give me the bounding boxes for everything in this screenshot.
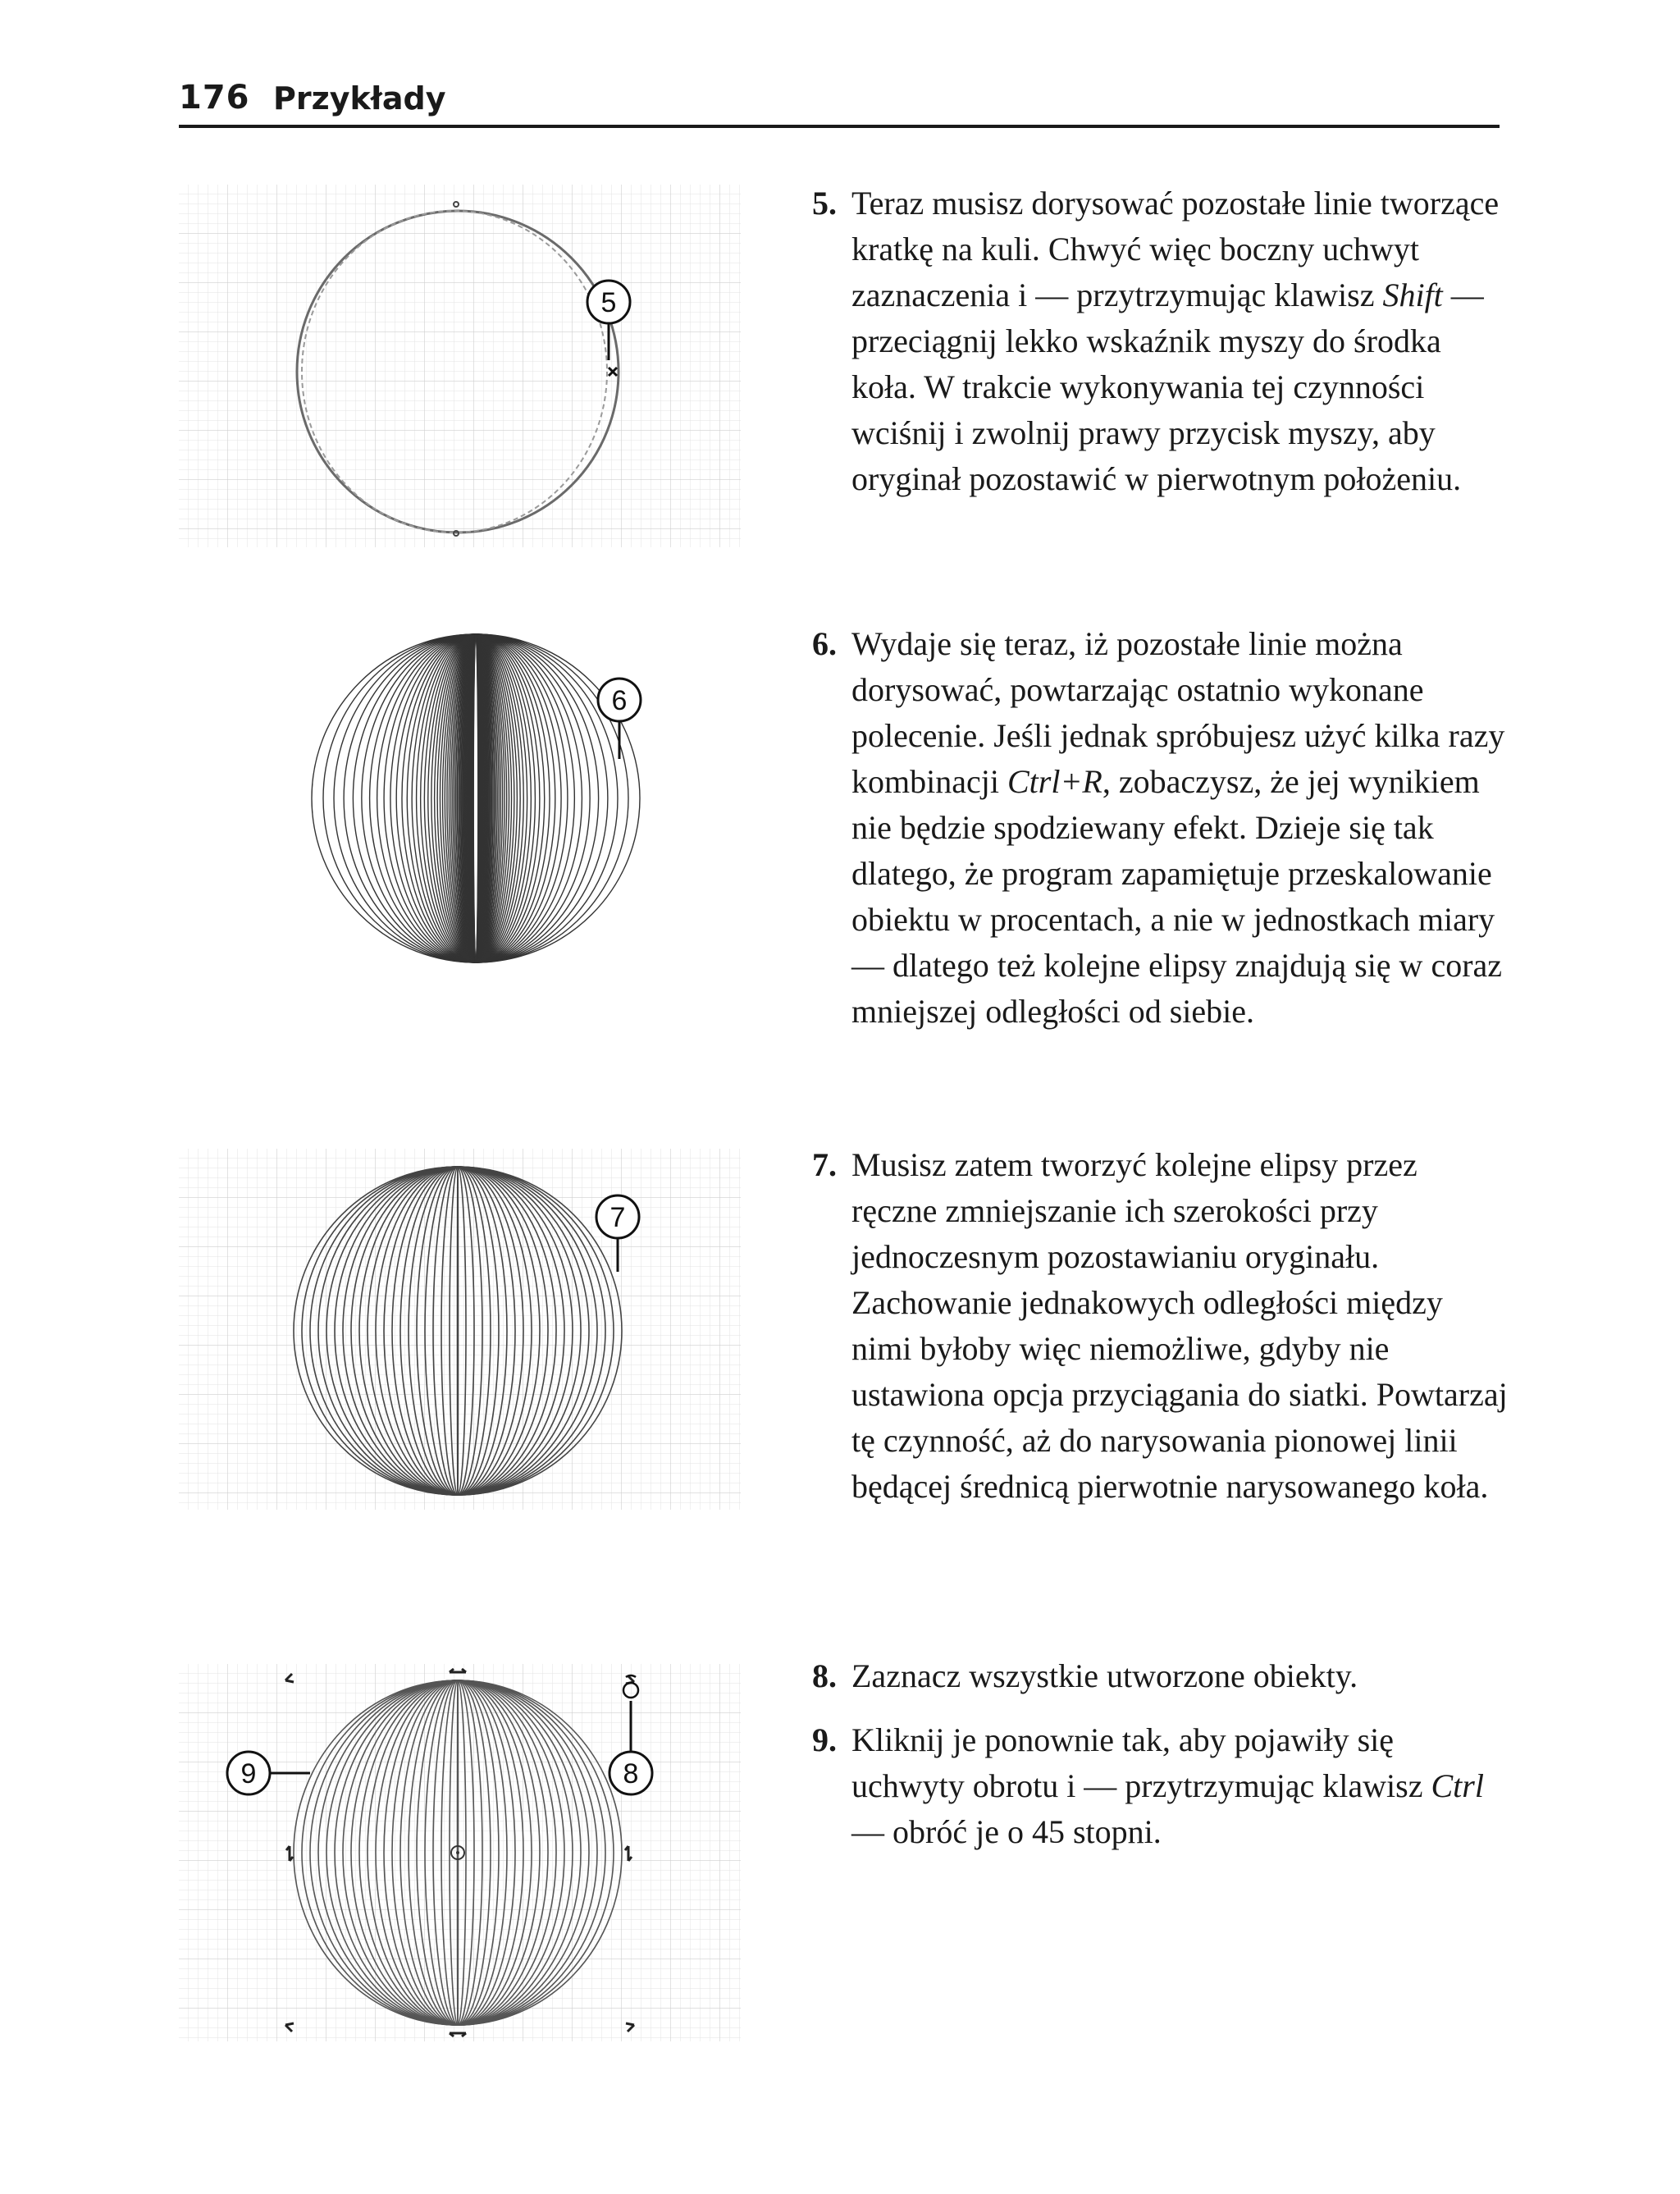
step-9 [812, 1717, 1509, 1855]
ellipse-line [458, 1167, 459, 1495]
ellipse-line [334, 634, 618, 962]
figure-step-8-9 [179, 1664, 741, 2041]
running-header [179, 72, 1500, 128]
grid-background [179, 185, 741, 547]
callout-8-label: 8 [623, 1758, 639, 1789]
figure-step-5 [179, 185, 741, 547]
crowded-ellipses [312, 634, 640, 962]
page-number: 176 [179, 79, 250, 117]
step-number: 9. [812, 1721, 837, 1758]
callout-7-label: 7 [609, 1202, 626, 1233]
figure-8-canvas [179, 1664, 741, 2041]
step-text: Kliknij je ponownie tak, aby pojawiły się uchwyty obrotu i — przytrzymując klawisz Ctrl — obróć je o 45 stopni. [851, 1721, 1484, 1850]
step-text: Zaznacz wszystkie utworzone obiekty. [851, 1657, 1358, 1694]
ellipse-line [312, 634, 640, 962]
step-number: 6. [812, 625, 837, 662]
callout-9-label: 9 [240, 1758, 257, 1789]
step-8 [812, 1653, 1509, 1699]
figure-step-7 [179, 1149, 741, 1510]
figure-5-canvas [179, 185, 741, 547]
step-6 [812, 621, 1509, 1035]
callout-6-label: 6 [611, 685, 628, 716]
grid-background [179, 1664, 741, 2041]
grid-background [179, 1149, 741, 1510]
ellipse-line [323, 634, 628, 962]
step-text: Musisz zatem tworzyć kolejne elipsy przez ręczne zmniejszanie ich szerokości przy jednoczesnym pozostawianiu oryginału. Zachowanie jednakowych odległości między nimi byłoby więc niemożliwe, gdyby nie ustawiona opcja przyciągania do siatki. Powtarzaj tę czynność, aż do narysowania pionowej linii będącej średnicą pierwotnie narysowanego koła. [851, 1146, 1508, 1505]
step-number: 8. [812, 1657, 837, 1694]
figure-6-canvas [279, 628, 673, 980]
key-ctrl-r: Ctrl+R [1007, 763, 1102, 800]
figure-step-6 [279, 628, 673, 980]
step-number: 7. [812, 1146, 837, 1183]
figure-7-canvas [179, 1149, 741, 1510]
section-title: Przykłady [273, 80, 446, 117]
step-text: Wydaje się teraz, iż pozostałe linie można dorysować, powtarzając ostatnio wykonane polecenie. Jeśli jednak spróbujesz użyć kilka razy kombinacji Ctrl+R, zobaczysz, że jej wynikiem nie będzie spodziewany efekt. Dzieje się tak dlatego, że program zapamiętuje przeskalowanie obiektu w procentach, a nie w jednostkach miary — dlatego też kolejne elipsy znajdują się w coraz mniejszej odległości od siebie. [851, 625, 1505, 1030]
key-shift: Shift [1382, 277, 1443, 313]
key-ctrl: Ctrl [1431, 1767, 1484, 1804]
step-5 [812, 181, 1509, 502]
callout-5-label: 5 [600, 287, 617, 318]
step-7 [812, 1142, 1509, 1510]
step-text: Teraz musisz dorysować pozostałe linie tworzące kratkę na kuli. Chwyć więc boczny uchwyt zaznaczenia i — przytrzymując klawisz Shift — przeciągnij lekko wskaźnik myszy do środka koła. W trakcie wykonywania tej czynności wciśnij i zwolnij prawy przycisk myszy, aby oryginał pozostawić w pierwotnym położeniu. [851, 185, 1500, 497]
ellipse-line [473, 634, 478, 962]
step-number: 5. [812, 185, 837, 222]
